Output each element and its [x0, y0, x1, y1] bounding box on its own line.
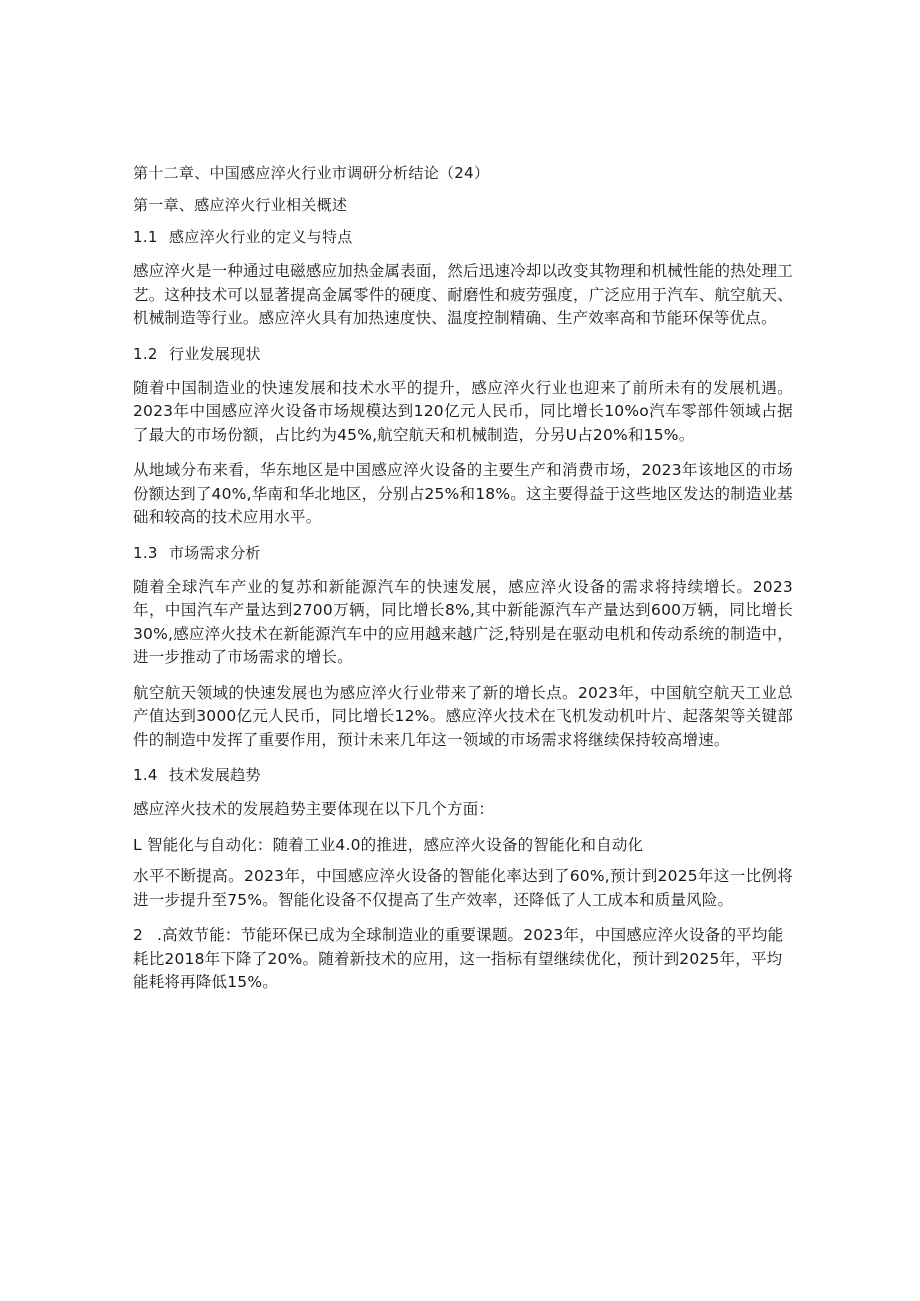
- section-title: 行业发展现状: [169, 344, 261, 363]
- section-title: 感应淬火行业的定义与特点: [169, 228, 353, 246]
- document-page: [133, 162, 793, 1003]
- toc-chapter-1: 第一章、感应淬火行业相关概述: [133, 196, 348, 214]
- section-heading-1-4: [133, 764, 793, 786]
- toc-chapter-12: 第十二章、中国感应淬火行业市调研分析结论（24）: [133, 164, 490, 182]
- list-item-heading: 智能化与自动化：随着工业4.0的推进，感应淬火设备的智能化和自动化: [147, 835, 644, 854]
- paragraph-demand-aerospace: 航空航天领域的快速发展也为感应淬火行业带来了新的增长点。2023年，中国航空航天工业总产值达到3000亿元人民币，同比增长12%。感应淬火技术在飞机发动机叶片、起落架等关键部件的制造中发挥了重要作用，预计未来几年这一领域的市场需求将继续保持较高增速。: [133, 683, 793, 749]
- paragraph-intelligence-detail: 水平不断提高。2023年，中国感应淬火设备的智能化率达到了60%,预计到2025年这一比例将进一步提升至75%。智能化设备不仅提高了生产效率，还降低了人工成本和质量风险。: [133, 867, 793, 909]
- section-number: 1.3: [133, 543, 158, 562]
- list-marker: L: [133, 835, 142, 854]
- list-marker: 2: [133, 926, 144, 944]
- list-item-text: .高效节能：节能环保已成为全球制造业的重要课题。2023年，中国感应淬火设备的平均能耗比2018年下降了20%。随着新技术的应用，这一指标有望继续优化，预计到2025年，平均能耗将再降低15%。: [133, 926, 784, 991]
- paragraph-demand-auto: 随着全球汽车产业的复苏和新能源汽车的快速发展，感应淬火设备的需求将持续增长。2023年，中国汽车产量达到2700万辆，同比增长8%,其中新能源汽车产量达到600万辆，同比增长30%,感应淬火技术在新能源汽车中的应用越来越广泛,特别是在驱动电机和传动系统的制造中，进一步推动了市场需求的增长。: [133, 577, 793, 666]
- list-item-energy-saving: [133, 924, 793, 995]
- section-title: 技术发展趋势: [169, 766, 261, 784]
- paragraph-definition: 感应淬火是一种通过电磁感应加热金属表面，然后迅速冷却以改变其物理和机械性能的热处理工艺。这种技术可以显著提高金属零件的硬度、耐磨性和疲劳强度，广泛应用于汽车、航空航天、机械制造等行业。感应淬火具有加热速度快、温度控制精确、生产效率高和节能环保等优点。: [133, 262, 793, 327]
- section-heading-1-1: [133, 226, 793, 248]
- section-heading-1-2: [133, 343, 793, 365]
- section-heading-1-3: [133, 542, 793, 564]
- section-number: 1.1: [133, 228, 158, 246]
- section-title: 市场需求分析: [169, 543, 261, 562]
- paragraph-status-region: 从地域分布来看，华东地区是中国感应淬火设备的主要生产和消费市场，2023年该地区的市场份额达到了40%,华南和华北地区，分别占25%和18%。这主要得益于这些地区发达的制造业基础和较高的技术应用水平。: [133, 461, 793, 526]
- paragraph-trend-intro: 感应淬火技术的发展趋势主要体现在以下几个方面：: [133, 800, 495, 818]
- paragraph-status-market: 随着中国制造业的快速发展和技术水平的提升，感应淬火行业也迎来了前所未有的发展机遇。2023年中国感应淬火设备市场规模达到120亿元人民币，同比增长10%o汽车零部件领域占据了最大的市场份额，占比约为45%,航空航天和机械制造，分另U占20%和15%。: [133, 378, 793, 444]
- section-number: 1.4: [133, 766, 158, 784]
- section-number: 1.2: [133, 344, 158, 363]
- list-item-intelligence: [133, 834, 793, 858]
